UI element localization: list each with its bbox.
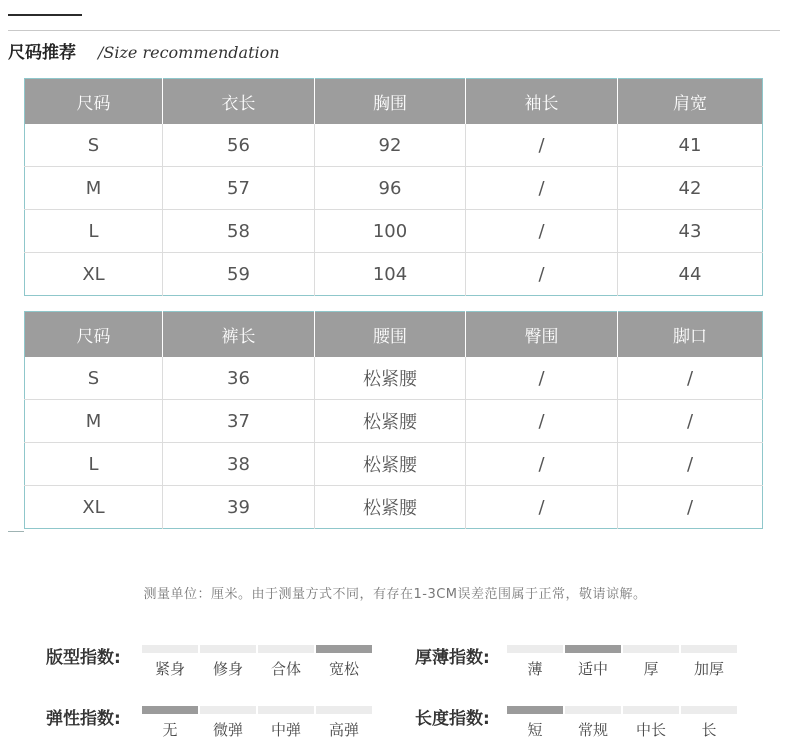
table-cell: M [25, 167, 163, 210]
column-header: 腰围 [315, 312, 466, 358]
length-option-label: 短 [527, 721, 543, 739]
table-cell: / [466, 210, 618, 253]
column-header: 肩宽 [618, 79, 763, 125]
table-cell: / [618, 400, 763, 443]
table-cell: 39 [163, 486, 315, 529]
table-row [25, 486, 763, 529]
table-cell: S [87, 367, 100, 389]
page-title [8, 38, 280, 64]
table-cell: / [466, 400, 618, 443]
table-row [25, 253, 763, 296]
measurement-note: 测量单位：厘米。由于测量方式不同，有存在1-3CM误差范围属于正常，敬请谅解。 [143, 587, 647, 602]
column-header: 脚口 [618, 312, 763, 358]
thickness-option-label: 适中 [577, 660, 608, 678]
table-cell: S [87, 134, 100, 156]
thickness-option-label: 薄 [527, 660, 543, 678]
table-cell: / [618, 486, 763, 529]
scale-segment [681, 645, 737, 653]
elasticity-option-label: 高弹 [328, 721, 359, 739]
table-row [25, 443, 763, 486]
elasticity-option-label: 中弹 [270, 721, 301, 739]
table-cell: 松紧腰 [315, 357, 466, 400]
table-cell: 56 [163, 124, 315, 167]
table-cell: / [618, 443, 763, 486]
table-cell: 58 [163, 210, 315, 253]
thickness-option [623, 645, 679, 679]
table-cell: 36 [163, 357, 315, 400]
table-cell: 57 [163, 167, 315, 210]
table-cell: L [25, 210, 163, 253]
length-option [507, 706, 563, 740]
fit-option-label: 紧身 [154, 660, 185, 678]
table-cell: 44 [618, 253, 763, 296]
length-index-label: 长度指数: [415, 709, 490, 729]
header-divider [8, 30, 780, 31]
length-option [623, 706, 679, 740]
scale-segment [316, 706, 372, 714]
scale-segment [507, 645, 563, 653]
thickness-option-label: 厚 [643, 660, 659, 678]
scale-segment [623, 706, 679, 714]
table-cell: 42 [618, 167, 763, 210]
elasticity-option [258, 706, 314, 740]
elasticity-option [316, 706, 372, 740]
scale-segment [316, 645, 372, 653]
fit-index-label: 版型指数: [46, 648, 121, 668]
table-cell: 104 [315, 253, 466, 296]
table-row [25, 400, 763, 443]
table-cell: / [466, 443, 618, 486]
table-cell: 松紧腰 [315, 443, 466, 486]
scale-segment [142, 645, 198, 653]
table-cell: / [466, 357, 618, 400]
table-cell: XL [25, 486, 163, 529]
column-header: 裤长 [163, 312, 315, 358]
fit-option-label: 合体 [270, 660, 301, 678]
scale-segment [507, 706, 563, 714]
table-cell: / [466, 124, 618, 167]
thickness-index-scale [507, 645, 737, 679]
title-english: /Size recommendation [98, 43, 280, 62]
column-header: 尺码 [25, 79, 163, 125]
elasticity-option [200, 706, 256, 740]
table-cell: 92 [315, 124, 466, 167]
length-option-label: 中长 [635, 721, 666, 739]
column-header: 臀围 [466, 312, 618, 358]
thickness-option-label: 加厚 [693, 660, 724, 678]
scale-segment [565, 645, 621, 653]
table-cell: 37 [163, 400, 315, 443]
table-cell: / [466, 486, 618, 529]
fit-option-label: 宽松 [328, 660, 359, 678]
table-cell: L [25, 443, 163, 486]
table-cell: 96 [315, 167, 466, 210]
column-header: 尺码 [25, 312, 163, 358]
table-cell: 59 [163, 253, 315, 296]
scale-segment [681, 706, 737, 714]
thickness-option [681, 645, 737, 679]
thickness-option [507, 645, 563, 679]
table-row [25, 124, 763, 167]
scale-segment [200, 645, 256, 653]
table-row [25, 167, 763, 210]
scale-segment [258, 706, 314, 714]
scale-segment [623, 645, 679, 653]
elasticity-option-label: 微弹 [212, 721, 243, 739]
table-cell: 43 [618, 210, 763, 253]
table-cell: / [466, 167, 618, 210]
table-cell: XL [25, 253, 163, 296]
table-cell: 松紧腰 [315, 400, 466, 443]
bottom-size-table [24, 311, 763, 529]
fit-option [200, 645, 256, 679]
table-cell: 41 [618, 124, 763, 167]
fit-index-scale [142, 645, 372, 679]
table-cell: / [618, 357, 763, 400]
elasticity-option-label: 无 [162, 721, 178, 739]
length-option [681, 706, 737, 740]
elasticity-index-label: 弹性指数: [46, 709, 121, 729]
column-header: 衣长 [163, 79, 315, 125]
length-index-scale [507, 706, 737, 740]
fit-option [316, 645, 372, 679]
elasticity-index-scale [142, 706, 372, 740]
table-row [25, 357, 763, 400]
length-option-label: 长 [701, 721, 717, 739]
scale-segment [200, 706, 256, 714]
table-cell: / [466, 253, 618, 296]
fit-option [142, 645, 198, 679]
table-cell: 100 [315, 210, 466, 253]
fit-option-label: 修身 [212, 660, 243, 678]
table-header-row [25, 79, 763, 125]
scale-segment [142, 706, 198, 714]
length-option-label: 常规 [577, 721, 608, 739]
header-accent-bar [8, 14, 82, 16]
scale-segment [565, 706, 621, 714]
elasticity-option [142, 706, 198, 740]
table-cell: 38 [163, 443, 315, 486]
fit-option [258, 645, 314, 679]
length-option [565, 706, 621, 740]
title-chinese: 尺码推荐 [8, 43, 76, 63]
scale-segment [258, 645, 314, 653]
thickness-option [565, 645, 621, 679]
column-header: 胸围 [315, 79, 466, 125]
column-header: 袖长 [466, 79, 618, 125]
table-cell: 松紧腰 [315, 486, 466, 529]
table-row [25, 210, 763, 253]
top-size-table [24, 78, 763, 296]
table-header-row [25, 312, 763, 358]
thickness-index-label: 厚薄指数: [415, 648, 490, 668]
table-cell: M [25, 400, 163, 443]
table-side-tick [8, 531, 24, 532]
